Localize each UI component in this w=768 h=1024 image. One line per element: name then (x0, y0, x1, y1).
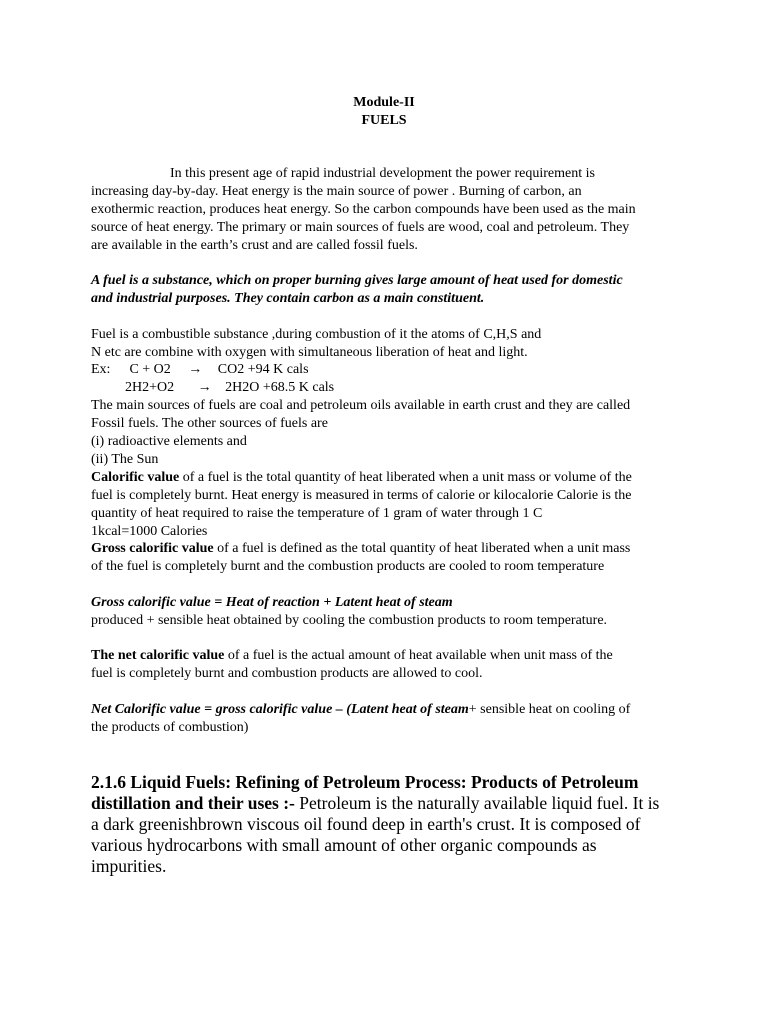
text-line: The main sources of fuels are coal and petroleum oils available in earth crust and they are called (91, 398, 631, 413)
text-line: of the fuel is completely burnt and the combustion products are cooled to room temperature (91, 559, 605, 574)
arrow-icon: → (188, 362, 203, 377)
text-span: + sensible heat on cooling of (468, 702, 631, 717)
term-calorific-value: Calorific value (91, 470, 180, 485)
arrow-icon: → (197, 380, 212, 395)
section-heading-cont: distillation and their uses :- (91, 793, 295, 813)
page-title: FUELS (361, 113, 407, 128)
text-line (91, 469, 691, 487)
equation-2 (125, 379, 725, 397)
gross-formula: Gross calorific value = Heat of reaction + Latent heat of steam (91, 595, 453, 610)
equation-1 (91, 361, 691, 379)
text-span: of a fuel is the actual amount of heat available when unit mass of the (224, 648, 613, 663)
text-line: N etc are combine with oxygen with simultaneous liberation of heat and light. (91, 345, 528, 360)
section-heading: 2.1.6 Liquid Fuels: Refining of Petroleum Process: Products of Petroleum (91, 772, 639, 792)
text-line: A fuel is a substance, which on proper burning gives large amount of heat used for domestic (91, 273, 623, 288)
list-item: (i) radioactive elements and (91, 434, 247, 449)
text-line: are available in the earth’s crust and are called fossil fuels. (91, 238, 418, 253)
formula-bold: Net Calorific value = gross calorific value – (Latent heat of steam (91, 702, 469, 717)
text-line: increasing day-by-day. Heat energy is the main source of power . Burning of carbon, an (91, 184, 582, 199)
example-prefix: Ex: (91, 362, 111, 377)
equation-right: 2H2O +68.5 K cals (225, 380, 335, 395)
equation-left: 2H2+O2 (125, 380, 175, 395)
text-line: produced + sensible heat obtained by cooling the combustion products to room temperature. (91, 613, 608, 628)
text-line: In this present age of rapid industrial development the power requirement is (170, 166, 595, 181)
text-line: fuel is completely burnt and combustion products are allowed to cool. (91, 666, 483, 681)
text-line: a dark greenishbrown viscous oil found deep in earth's crust. It is composed of (91, 814, 641, 834)
term-gross-calorific-value: Gross calorific value (91, 541, 214, 556)
text-line: Fuel is a combustible substance ,during combustion of it the atoms of C,H,S and (91, 327, 542, 342)
text-span: Petroleum is the naturally available liquid fuel. It is (294, 793, 660, 813)
module-label: Module-II (353, 95, 415, 110)
equation-left: C + O2 (129, 362, 171, 377)
text-line: exothermic reaction, produces heat energy. So the carbon compounds have been used as the main (91, 202, 636, 217)
text-line: various hydrocarbons with small amount of other organic compounds as (91, 835, 597, 855)
text-line (91, 793, 691, 814)
text-line: 1kcal=1000 Calories (91, 524, 208, 539)
equation-right: CO2 +94 K cals (217, 362, 309, 377)
text-line: source of heat energy. The primary or main sources of fuels are wood, coal and petroleum. They (91, 220, 630, 235)
net-formula (91, 701, 691, 719)
term-net-calorific-value: The net calorific value (91, 648, 225, 663)
text-line (91, 647, 691, 665)
text-line: and industrial purposes. They contain carbon as a main constituent. (91, 291, 485, 306)
list-item: (ii) The Sun (91, 452, 159, 467)
text-line: the products of combustion) (91, 720, 249, 735)
text-span: of a fuel is defined as the total quantity of heat liberated when a unit mass (213, 541, 631, 556)
text-line: quantity of heat required to raise the temperature of 1 gram of water through 1 C (91, 506, 543, 521)
text-line (91, 540, 691, 558)
text-line: fuel is completely burnt. Heat energy is measured in terms of calorie or kilocalorie Calorie is the (91, 488, 632, 503)
text-line: Fossil fuels. The other sources of fuels are (91, 416, 328, 431)
text-span: of a fuel is the total quantity of heat liberated when a unit mass or volume of the (179, 470, 632, 485)
text-line: impurities. (91, 856, 167, 876)
